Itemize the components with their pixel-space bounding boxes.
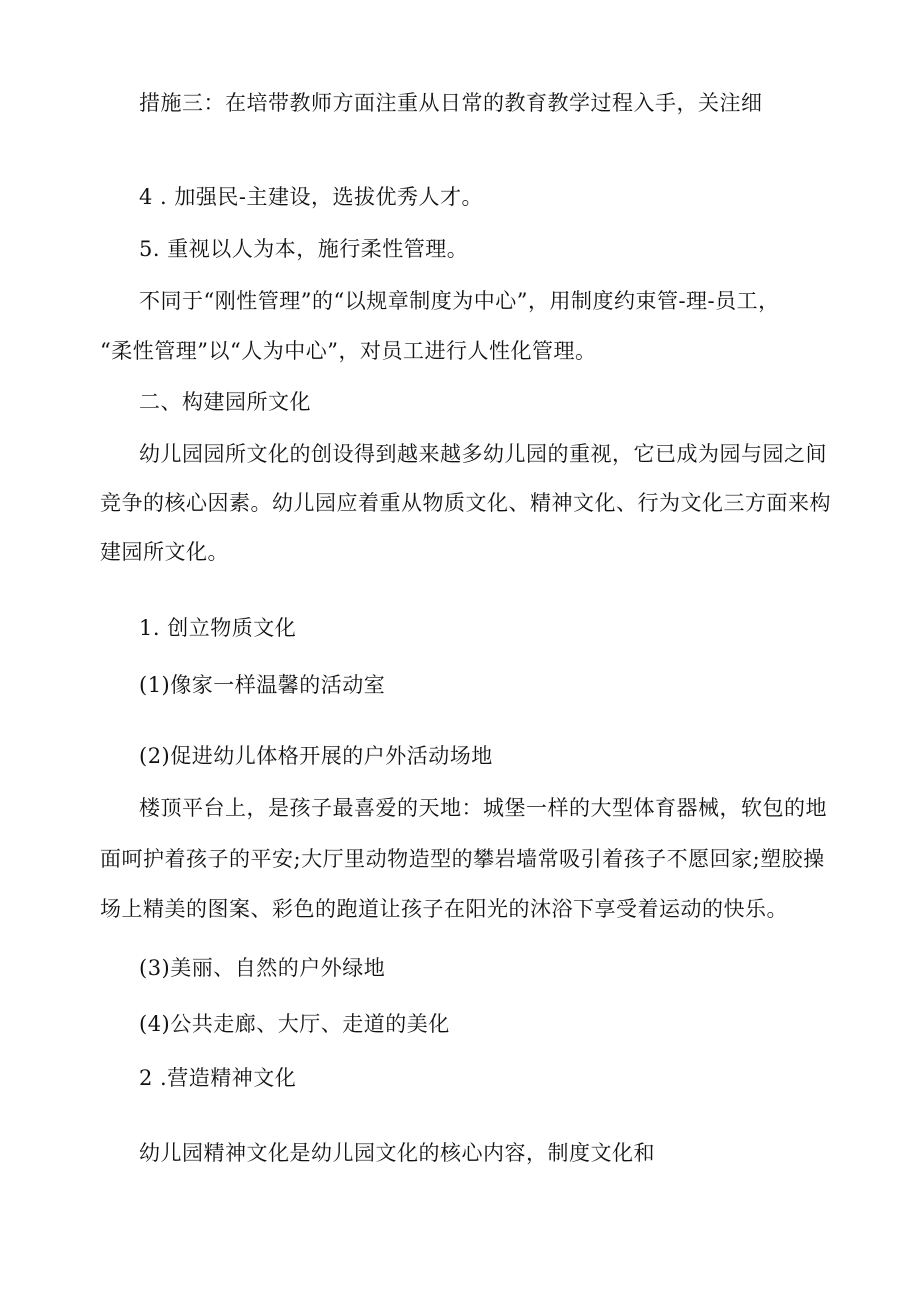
subsection-heading: 2 .营造精神文化 <box>139 1066 297 1090</box>
list-item: (3)美丽、自然的户外绿地 <box>139 956 386 980</box>
list-item: (2)促进幼儿体格开展的户外活动场地 <box>139 744 493 768</box>
paragraph-line: 建园所文化。 <box>100 540 229 564</box>
list-item-4: 4 . 加强民-主建设，选拔优秀人才。 <box>139 185 483 209</box>
list-item: (1)像家一样温馨的活动室 <box>139 673 386 697</box>
paragraph-line: 楼顶平台上，是孩子最喜爱的天地：城堡一样的大型体育器械，软包的地 <box>139 796 827 820</box>
paragraph-line: 幼儿园精神文化是幼儿园文化的核心内容，制度文化和 <box>139 1141 655 1165</box>
subsection-heading: 1. 创立物质文化 <box>139 616 297 640</box>
paragraph-line: “柔性管理”以“人为中心”，对员工进行人性化管理。 <box>100 339 597 363</box>
list-item: (4)公共走廊、大厅、走道的美化 <box>139 1012 450 1036</box>
paragraph-measure-three: 措施三：在培带教师方面注重从日常的教育教学过程入手，关注细 <box>139 91 763 115</box>
section-heading: 二、构建园所文化 <box>139 390 311 414</box>
paragraph-line: 幼儿园园所文化的创设得到越来越多幼儿园的重视，它已成为园与园之间 <box>139 442 827 466</box>
paragraph-line: 面呵护着孩子的平安;大厅里动物造型的攀岩墙常吸引着孩子不愿回家;塑胶操 <box>100 847 825 871</box>
list-item-5: 5. 重视以人为本，施行柔性管理。 <box>139 237 469 261</box>
paragraph-line: 不同于“刚性管理”的“以规章制度为中心”，用制度约束管-理-员工， <box>139 289 780 313</box>
paragraph-line: 竞争的核心因素。幼儿园应着重从物质文化、精神文化、行为文化三方面来构 <box>100 491 831 515</box>
paragraph-line: 场上精美的图案、彩色的跑道让孩子在阳光的沐浴下享受着运动的快乐。 <box>100 897 788 921</box>
